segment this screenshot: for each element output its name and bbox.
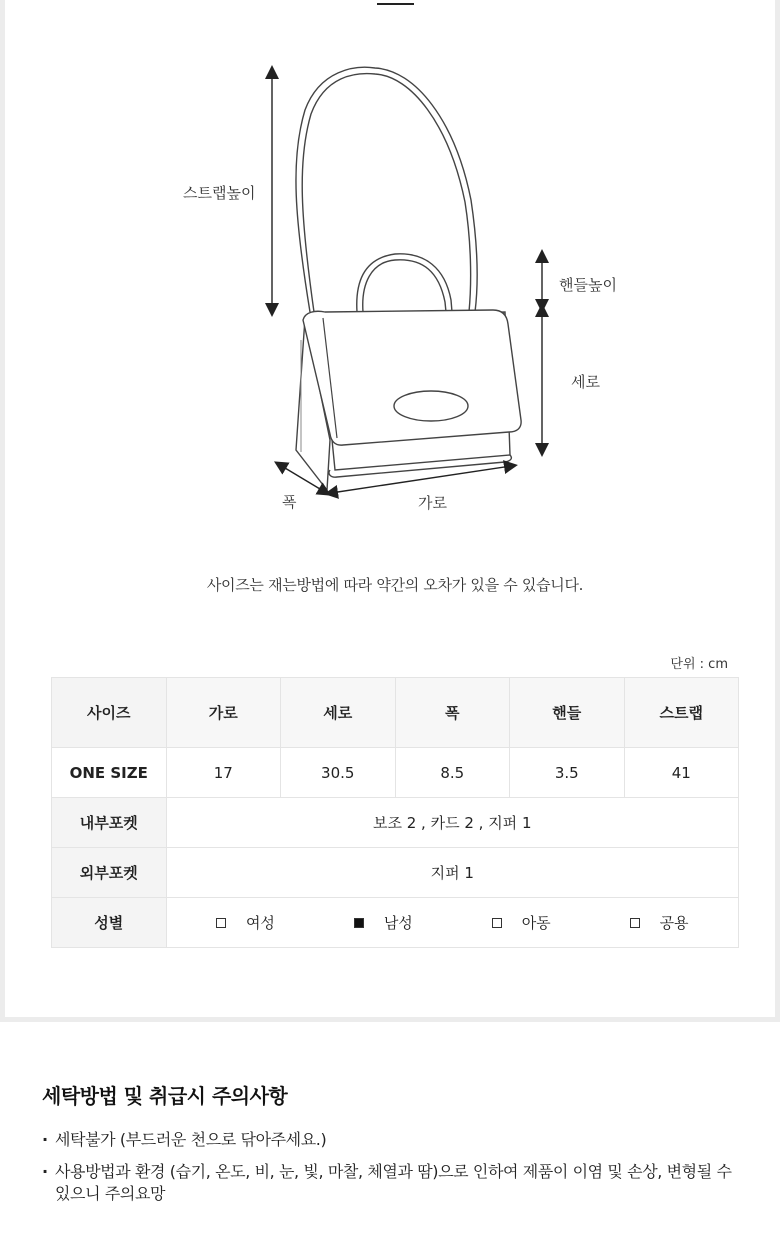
table-row	[52, 848, 739, 898]
checkbox-unchecked-icon	[492, 918, 502, 928]
length-label: 세로	[571, 373, 600, 391]
width-label: 가로	[418, 494, 447, 512]
value-strap: 41	[624, 748, 739, 798]
outer-pocket-label: 외부포켓	[52, 848, 167, 898]
care-list	[42, 1129, 742, 1205]
unit-label: 단위 : cm	[670, 657, 728, 672]
gender-label: 성별	[52, 898, 167, 948]
gender-option-female	[216, 912, 275, 933]
table-header-row	[52, 678, 739, 748]
gender-option-label: 공용	[659, 914, 689, 932]
value-depth: 8.5	[395, 748, 510, 798]
value-handle: 3.5	[510, 748, 625, 798]
strap-height-label: 스트랩높이	[183, 184, 256, 202]
depth-label: 폭	[282, 493, 297, 511]
header-depth: 폭	[395, 678, 510, 748]
header-width: 가로	[166, 678, 281, 748]
list-item: · 사용방법과 환경 (습기, 온도, 비, 눈, 빛, 마찰, 체열과 땀)으로 인하여 제품이 이염 및 손상, 변형될 수 있으니 주의요망	[42, 1161, 742, 1205]
size-notice: 사이즈는 재는방법에 따라 약간의 오차가 있을 수 있습니다.	[206, 576, 584, 594]
gender-option-label: 남성	[383, 914, 413, 932]
table-row	[52, 798, 739, 848]
gender-option-label: 아동	[521, 914, 551, 932]
header-size: 사이즈	[52, 678, 167, 748]
care-instructions	[42, 1080, 742, 1215]
table-row	[52, 898, 739, 948]
checkbox-unchecked-icon	[630, 918, 640, 928]
list-item: · 세탁불가 (부드러운 천으로 닦아주세요.)	[42, 1129, 742, 1151]
value-length: 30.5	[281, 748, 396, 798]
handle-height-label: 핸들높이	[559, 276, 617, 294]
checkbox-unchecked-icon	[216, 918, 226, 928]
inner-pocket-label: 내부포켓	[52, 798, 167, 848]
header-handle: 핸들	[510, 678, 625, 748]
header-length: 세로	[281, 678, 396, 748]
size-table	[51, 677, 739, 948]
inner-pocket-value: 보조 2 , 카드 2 , 지퍼 1	[166, 798, 739, 848]
care-title: 세탁방법 및 취급시 주의사항	[42, 1084, 288, 1108]
outer-pocket-value: 지퍼 1	[166, 848, 739, 898]
gender-option-unisex	[630, 912, 689, 933]
gender-option-male	[354, 912, 413, 933]
size-name: ONE SIZE	[52, 748, 167, 798]
bag-illustration	[5, 0, 780, 540]
table-row	[52, 748, 739, 798]
gender-options	[166, 898, 739, 948]
header-strap: 스트랩	[624, 678, 739, 748]
checkbox-checked-icon	[354, 918, 364, 928]
bag-diagram	[5, 0, 780, 540]
gender-option-label: 여성	[245, 914, 275, 932]
gender-option-kids	[492, 912, 551, 933]
value-width: 17	[166, 748, 281, 798]
